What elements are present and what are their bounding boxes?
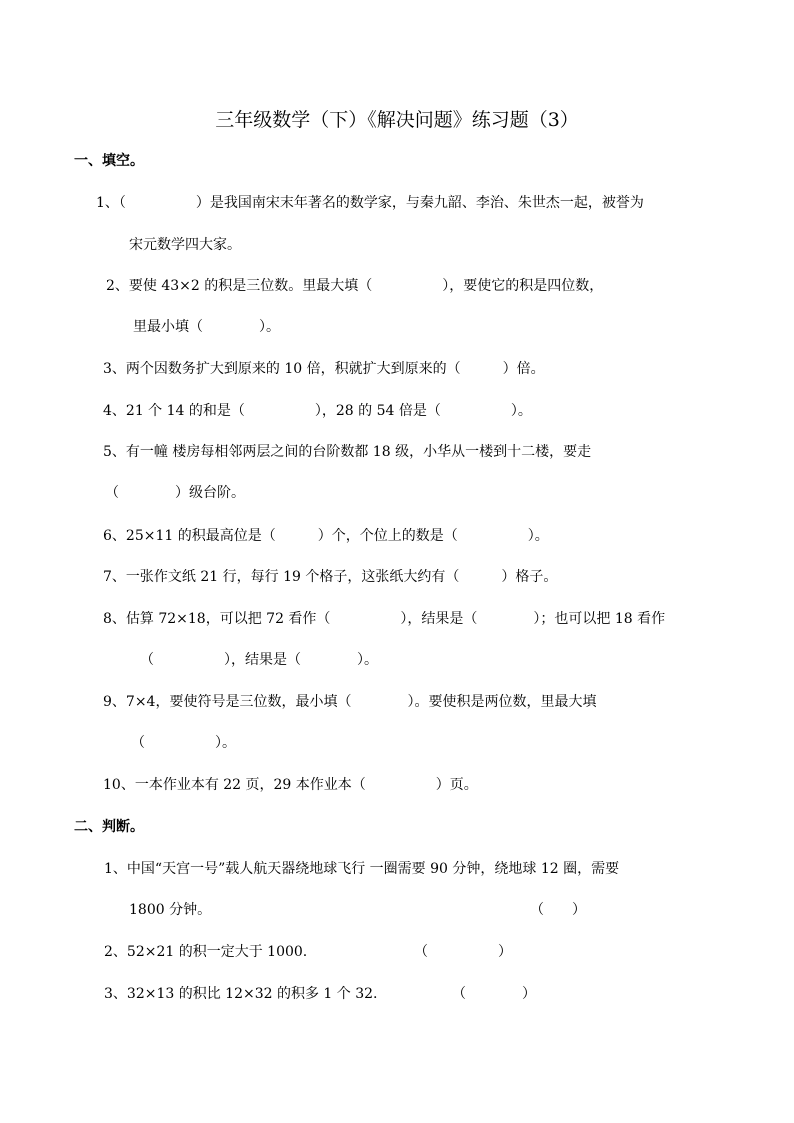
judgement-2: 2、52×21 的积一定大于 1000. — [104, 944, 308, 960]
question-10: 10、一本作业本有 22 页，29 本作业本（ ）页。 — [103, 777, 478, 793]
question-5-line-2: （ ）级台阶。 — [105, 485, 245, 501]
section-heading-fill-blanks: 一、填空。 — [74, 153, 144, 169]
question-8-line-2: （ ），结果是（ ）。 — [140, 652, 378, 668]
question-4: 4、21 个 14 的和是（ ），28 的 54 倍是（ ）。 — [103, 403, 532, 419]
question-1-line-1: 1、（ ）是我国南宋末年著名的数学家，与秦九韶、李治、朱世杰一起，被誉为 — [96, 195, 644, 211]
judgement-2-answer-blank: （ ） — [414, 944, 512, 960]
judgement-1-line-2: 1800 分钟。 — [129, 902, 212, 918]
section-heading-judgement: 二、判断。 — [74, 819, 144, 835]
question-3: 3、两个因数务扩大到原来的 10 倍，积就扩大到原来的（ ）倍。 — [103, 361, 545, 377]
question-7: 7、一张作文纸 21 行，每行 19 个格子，这张纸大约有（ ）格子。 — [103, 569, 558, 585]
question-5-line-1: 5、有一幢 楼房每相邻两层之间的台阶数都 18 级，小华从一楼到十二楼，要走 — [103, 444, 592, 460]
judgement-1-answer-blank: （ ） — [530, 902, 586, 918]
judgement-3: 3、32×13 的积比 12×32 的积多 1 个 32. — [104, 986, 378, 1002]
question-8-line-1: 8、估算 72×18，可以把 72 看作（ ），结果是（ ）；也可以把 18 看作 — [103, 611, 666, 627]
question-2-line-2: 里最小填（ ）。 — [133, 319, 280, 335]
question-6: 6、25×11 的积最高位是（ ）个，个位上的数是（ ）。 — [103, 528, 549, 544]
judgement-3-answer-blank: （ ） — [452, 986, 536, 1002]
question-2-line-1: 2、要使 43×2 的积是三位数。里最大填（ ），要使它的积是四位数， — [106, 278, 604, 294]
page-title: 三年级数学（下）《解决问题》练习题（3） — [215, 109, 579, 131]
question-1-line-2: 宋元数学四大家。 — [129, 237, 241, 253]
judgement-1-line-1: 1、中国“天宫一号”载人航天器绕地球飞行 一圈需要 90 分钟，绕地球 12 圈，需要 — [104, 861, 620, 877]
question-9-line-1: 9、7×4，要使符号是三位数，最小填（ ）。要使积是两位数，里最大填 — [103, 694, 597, 710]
question-9-line-2: （ ）。 — [131, 735, 236, 751]
